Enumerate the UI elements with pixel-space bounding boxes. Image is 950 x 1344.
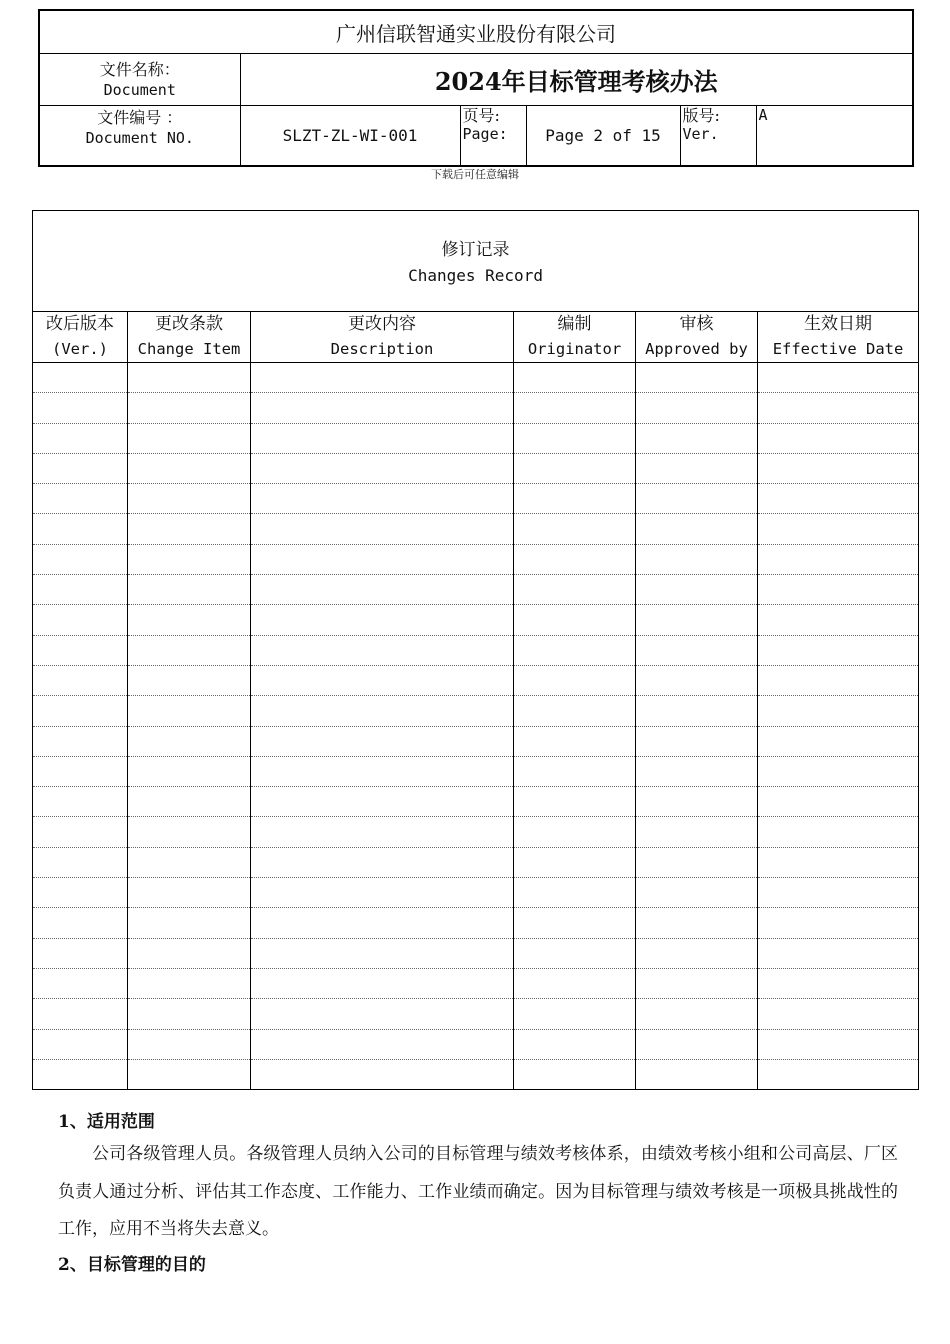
table-cell [514, 1029, 636, 1059]
table-cell [128, 787, 251, 817]
version-label [680, 106, 756, 166]
table-cell [251, 665, 514, 695]
table-cell [33, 635, 128, 665]
table-cell [33, 908, 128, 938]
table-cell [758, 393, 919, 423]
table-cell [33, 575, 128, 605]
table-cell [758, 575, 919, 605]
page-label-en: Page: [462, 125, 508, 143]
table-cell [636, 938, 758, 968]
company-name: 广州信联智通实业股份有限公司 [39, 10, 913, 54]
table-cell [128, 665, 251, 695]
table-cell [251, 575, 514, 605]
table-cell [636, 726, 758, 756]
table-cell [128, 756, 251, 786]
page-label [460, 106, 526, 166]
table-cell [636, 817, 758, 847]
table-cell [33, 787, 128, 817]
table-cell [33, 484, 128, 514]
table-cell [636, 605, 758, 635]
table-cell [514, 544, 636, 574]
table-cell [514, 423, 636, 453]
table-cell [251, 514, 514, 544]
table-cell [636, 514, 758, 544]
table-cell [33, 968, 128, 998]
table-cell [514, 363, 636, 393]
changes-record-title [33, 211, 919, 312]
file-name-label [39, 54, 240, 106]
table-cell [251, 756, 514, 786]
column-header-en: Originator [527, 340, 622, 358]
table-cell [128, 938, 251, 968]
table-cell [251, 908, 514, 938]
table-row [33, 363, 919, 393]
table-row [33, 484, 919, 514]
table-cell [758, 847, 919, 877]
table-cell [33, 514, 128, 544]
table-cell [33, 817, 128, 847]
table-cell [251, 635, 514, 665]
table-cell [514, 787, 636, 817]
table-cell [251, 787, 514, 817]
column-header-en: Change Item [137, 340, 241, 358]
page-label-cn: 页号: [462, 106, 500, 125]
table-cell [128, 847, 251, 877]
table-cell [758, 1029, 919, 1059]
table-cell [514, 878, 636, 908]
download-note: 下载后可任意编辑 [431, 168, 519, 181]
file-name-label-en: Document [103, 80, 176, 99]
table-cell [514, 575, 636, 605]
table-cell [251, 999, 514, 1029]
table-row [33, 544, 919, 574]
table-cell [128, 908, 251, 938]
column-header-cn: 改后版本 [46, 314, 114, 334]
column-header-cn: 生效日期 [804, 314, 873, 334]
table-cell [128, 453, 251, 483]
column-header-cn: 更改条款 [155, 314, 223, 334]
table-cell [128, 726, 251, 756]
table-cell [758, 696, 919, 726]
table-cell [128, 999, 251, 1029]
table-cell [128, 544, 251, 574]
table-cell [251, 363, 514, 393]
table-cell [33, 847, 128, 877]
table-cell [33, 363, 128, 393]
table-row [33, 817, 919, 847]
table-cell [128, 1029, 251, 1059]
table-cell [514, 635, 636, 665]
file-no-value: SLZT-ZL-WI-001 [240, 106, 460, 166]
table-cell [514, 938, 636, 968]
table-cell [514, 756, 636, 786]
table-cell [636, 908, 758, 938]
table-cell [251, 878, 514, 908]
table-row [33, 514, 919, 544]
table-cell [251, 484, 514, 514]
column-header-row [33, 312, 919, 363]
table-cell [33, 423, 128, 453]
table-cell [128, 363, 251, 393]
version-value [756, 106, 913, 166]
table-cell [514, 908, 636, 938]
table-cell [33, 878, 128, 908]
table-cell [251, 453, 514, 483]
table-cell [33, 393, 128, 423]
table-row [33, 696, 919, 726]
table-cell [636, 575, 758, 605]
table-row [33, 605, 919, 635]
column-header [514, 312, 636, 363]
table-cell [128, 817, 251, 847]
table-cell [514, 453, 636, 483]
table-row [33, 908, 919, 938]
version-label-en: Ver. [682, 125, 719, 143]
table-cell [251, 393, 514, 423]
table-cell [514, 847, 636, 877]
table-cell [33, 544, 128, 574]
column-header-en: Description [330, 340, 434, 358]
table-cell [636, 999, 758, 1029]
version-value-text: A [758, 106, 768, 124]
document-title: 2024年目标管理考核办法 [240, 54, 913, 106]
column-header-cn: 更改内容 [348, 314, 416, 334]
table-row [33, 847, 919, 877]
table-cell [33, 938, 128, 968]
page-value: Page 2 of 15 [526, 106, 680, 166]
table-cell [251, 847, 514, 877]
table-cell [33, 756, 128, 786]
table-cell [758, 817, 919, 847]
changes-record-title-en: Changes Record [408, 265, 543, 285]
table-cell [758, 484, 919, 514]
table-cell [33, 696, 128, 726]
table-cell [128, 968, 251, 998]
table-cell [128, 393, 251, 423]
table-cell [514, 817, 636, 847]
changes-record-title-cn: 修订记录 [441, 239, 510, 260]
table-cell [128, 514, 251, 544]
document-header-table [38, 9, 914, 167]
table-row [33, 756, 919, 786]
table-row [33, 665, 919, 695]
section-heading: 2、目标管理的目的 [58, 1254, 206, 1275]
table-cell [636, 756, 758, 786]
table-cell [251, 817, 514, 847]
file-no-label [39, 106, 240, 166]
table-cell [128, 635, 251, 665]
column-header [128, 312, 251, 363]
table-cell [758, 423, 919, 453]
section-paragraph: 公司各级管理人员。各级管理人员纳入公司的目标管理与绩效考核体系，由绩效考核小组和公司高层、厂区负责人通过分析、评估其工作态度、工作能力、工作业绩而确定。因为目标管理与绩效考核是一项极具挑战性的工作，应用不当将失去意义。 [58, 1144, 898, 1239]
table-row [33, 787, 919, 817]
table-cell [33, 453, 128, 483]
table-row [33, 1029, 919, 1059]
table-cell [636, 544, 758, 574]
column-header [636, 312, 758, 363]
column-header [251, 312, 514, 363]
section-heading: 1、适用范围 [58, 1112, 155, 1132]
column-header [758, 312, 919, 363]
changes-record-table [32, 210, 919, 1090]
table-cell [758, 514, 919, 544]
table-row [33, 1059, 919, 1089]
column-header-cn: 编制 [557, 314, 592, 334]
table-cell [514, 726, 636, 756]
table-cell [251, 696, 514, 726]
column-header-cn: 审核 [679, 314, 714, 334]
table-cell [758, 544, 919, 574]
table-row [33, 968, 919, 998]
table-cell [636, 696, 758, 726]
table-row [33, 423, 919, 453]
column-header-en: Effective Date [772, 340, 904, 358]
column-header [33, 312, 128, 363]
table-cell [251, 726, 514, 756]
table-cell [636, 484, 758, 514]
table-cell [636, 968, 758, 998]
table-cell [758, 453, 919, 483]
table-cell [514, 665, 636, 695]
table-cell [128, 696, 251, 726]
column-header-en: Approved by [645, 340, 748, 358]
table-cell [636, 423, 758, 453]
table-cell [251, 1059, 514, 1089]
table-cell [33, 665, 128, 695]
table-cell [33, 1059, 128, 1089]
table-cell [128, 605, 251, 635]
table-cell [758, 726, 919, 756]
file-no-label-en: Document NO. [85, 129, 194, 147]
table-cell [514, 999, 636, 1029]
table-row [33, 999, 919, 1029]
table-cell [758, 938, 919, 968]
table-cell [758, 1059, 919, 1089]
table-cell [758, 908, 919, 938]
table-cell [636, 787, 758, 817]
table-cell [128, 484, 251, 514]
table-row [33, 635, 919, 665]
table-cell [636, 363, 758, 393]
table-cell [636, 665, 758, 695]
changes-record-body [33, 363, 919, 1090]
table-row [33, 393, 919, 423]
table-cell [251, 605, 514, 635]
table-cell [128, 1059, 251, 1089]
table-cell [514, 1059, 636, 1089]
file-no-label-cn: 文件编号 ： [97, 108, 183, 127]
table-cell [758, 999, 919, 1029]
table-cell [636, 453, 758, 483]
table-cell [514, 393, 636, 423]
table-cell [514, 605, 636, 635]
table-cell [758, 968, 919, 998]
table-cell [758, 605, 919, 635]
table-cell [251, 1029, 514, 1059]
table-cell [636, 878, 758, 908]
table-cell [514, 696, 636, 726]
column-header-en: (Ver.) [52, 340, 108, 358]
table-cell [514, 484, 636, 514]
table-cell [251, 938, 514, 968]
document-body [58, 1108, 898, 1279]
table-cell [128, 575, 251, 605]
table-cell [33, 1029, 128, 1059]
table-cell [758, 635, 919, 665]
table-cell [251, 968, 514, 998]
table-cell [514, 514, 636, 544]
table-cell [128, 878, 251, 908]
table-cell [33, 999, 128, 1029]
table-cell [514, 968, 636, 998]
file-name-label-cn: 文件名称： [99, 59, 180, 79]
table-cell [758, 787, 919, 817]
table-row [33, 938, 919, 968]
table-row [33, 878, 919, 908]
table-cell [251, 544, 514, 574]
table-cell [128, 423, 251, 453]
table-cell [636, 1059, 758, 1089]
table-cell [758, 756, 919, 786]
table-cell [636, 393, 758, 423]
table-cell [33, 605, 128, 635]
table-cell [636, 1029, 758, 1059]
table-row [33, 726, 919, 756]
table-cell [758, 363, 919, 393]
table-row [33, 575, 919, 605]
version-label-cn: 版号: [682, 106, 720, 125]
table-cell [636, 847, 758, 877]
table-cell [33, 726, 128, 756]
table-cell [758, 665, 919, 695]
table-row [33, 453, 919, 483]
table-cell [758, 878, 919, 908]
table-cell [251, 423, 514, 453]
table-cell [636, 635, 758, 665]
